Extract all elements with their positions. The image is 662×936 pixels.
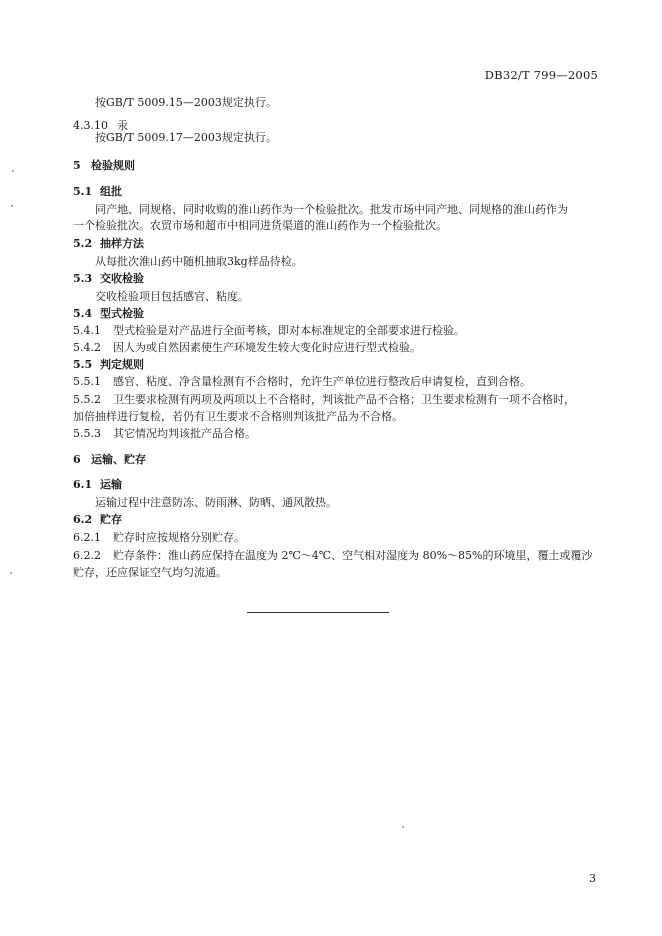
standard-code: DB32/T 799—2005: [484, 68, 598, 82]
clause-text: 5.4.1 型式检验是对产品进行全面考核，即对本标准规定的全部要求进行检验。: [73, 324, 465, 337]
clause-text: 5.5.3 其它情况均判该批产品合格。: [73, 427, 256, 440]
clause-heading: 5.4 型式检验: [73, 307, 144, 320]
clause-text: 5.5.2 卫生要求检测有两项及两项以上不合格时，判该批产品不合格；卫生要求检测有一项不合格时，: [73, 393, 575, 406]
scan-speck: [12, 170, 14, 172]
body-text: 加倍抽样进行复检，若仍有卫生要求不合格则判该批产品为不合格。: [73, 410, 403, 423]
scan-speck: [10, 572, 12, 574]
section-heading: 5 检验规则: [73, 159, 135, 172]
body-text: 同产地、同规格、同时收购的淮山药作为一个检验批次。批发市场中同产地、同规格的淮山药作为: [95, 203, 568, 216]
clause-heading: 6.2 贮存: [73, 513, 122, 526]
scan-speck: [402, 826, 404, 828]
scan-speck: [11, 205, 13, 207]
clause-heading: 5.2 抽样方法: [73, 237, 144, 250]
clause-heading: 5.1 组批: [73, 185, 122, 198]
clause-heading: 5.3 交收检验: [73, 272, 144, 285]
section-heading: 6 运输、贮存: [73, 453, 146, 466]
body-text: 按GB/T 5009.17—2003规定执行。: [95, 131, 277, 144]
clause-heading: 5.5 判定规则: [73, 358, 144, 371]
body-text: 贮存，还应保证空气均匀流通。: [73, 566, 227, 579]
clause-text: 5.5.1 感官、粘度、净含量检测有不合格时，允许生产单位进行整改后申请复检，直到合格。: [73, 375, 531, 388]
clause-text: 6.2.1 贮存时应按规格分别贮存。: [73, 531, 245, 544]
body-text: 交收检验项目包括感官、粘度。: [95, 290, 249, 303]
clause-heading: 6.1 运输: [73, 478, 122, 491]
body-text: 运输过程中注意防冻、防雨淋、防晒、通风散热。: [95, 496, 337, 509]
body-text: 一个检验批次。农贸市场和超市中相同进货渠道的淮山药作为一个检验批次。: [73, 219, 447, 232]
clause-text: 6.2.2 贮存条件：淮山药应保持在温度为 2℃～4℃、空气相对湿度为 80%～85%的环境里，覆土或覆沙: [73, 549, 593, 562]
body-text: 按GB/T 5009.15—2003规定执行。: [95, 96, 277, 109]
body-text: 从每批次淮山药中随机抽取3kg样品待检。: [95, 255, 303, 268]
page-number: 3: [589, 872, 596, 885]
clause-text: 5.4.2 因人为或自然因素使生产环境发生较大变化时应进行型式检验。: [73, 341, 421, 354]
end-divider: [247, 612, 389, 613]
clause-heading: 4.3.10 汞: [73, 119, 128, 132]
